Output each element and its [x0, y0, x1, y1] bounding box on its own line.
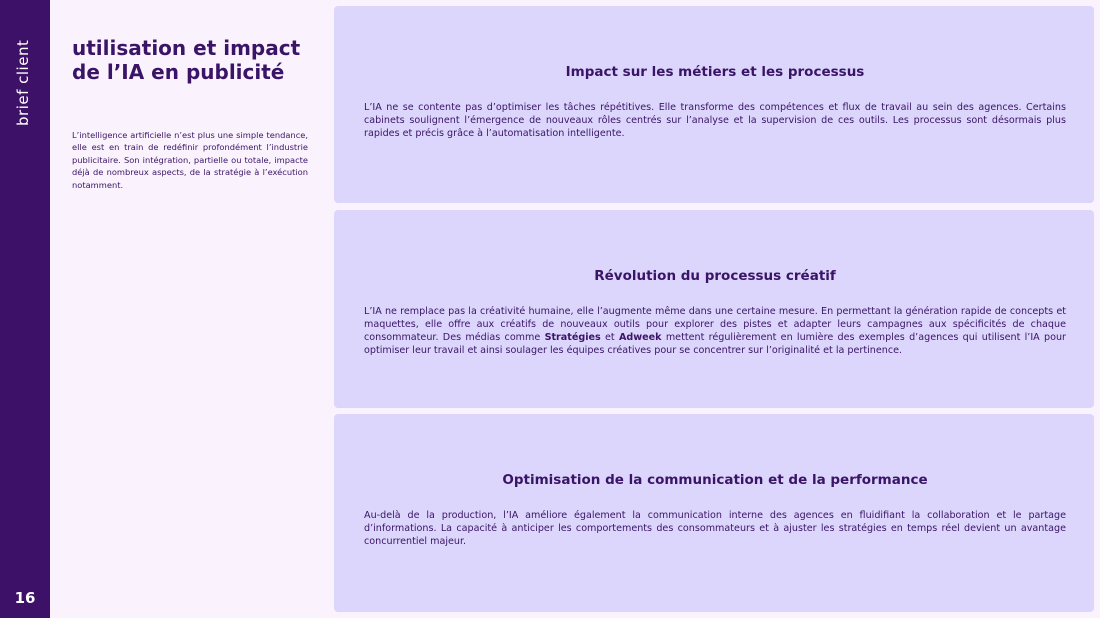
intro-section — [72, 36, 308, 191]
sidebar — [0, 0, 50, 618]
media-name-strategies: Stratégies — [544, 332, 601, 343]
card-text-segment: et — [600, 332, 619, 343]
card-title: Révolution du processus créatif — [594, 268, 836, 284]
page-title — [72, 36, 308, 84]
card-optimisation-communication — [334, 414, 1094, 612]
card-paragraph: L’IA ne se contente pas d’optimiser les tâches répétitives. Elle transforme des compétences et flux de travail au sein des agences. Certains cabinets soulignent l’émergence de nouveaux rôles centrés sur l’analyse et la supervision de ces outils. Les processus sont désormais plus rapides et précis grâce à l’automatisation intelligente. — [364, 102, 1066, 139]
card-title: Optimisation de la communication et de la performance — [502, 472, 928, 488]
media-name-adweek: Adweek — [618, 332, 662, 343]
card-paragraph: Au-delà de la production, l’IA améliore également la communication interne des agences en fluidifiant la collaboration et le partage d’informations. La capacité à anticiper les comportements des consommateurs et à ajuster les stratégies en temps réel devient un avantage concurrentiel majeur. — [364, 510, 1066, 547]
page-number: 16 — [14, 589, 36, 607]
card-text-segment: L’IA ne remplace pas la créativité humaine, elle l’augmente même dans une certaine mesure. En permettant la génération rapide de concepts et maquettes, elle offre aux créatifs de nouveaux outils pour explorer des pistes et adapter leurs campagnes aux spécificités de chaque consommateur. Des médias comme — [364, 306, 1066, 343]
intro-paragraph: L’intelligence artificielle n’est plus une simple tendance, elle est en train de redéfinir profondément l’industrie publicitaire. Son intégration, partielle ou totale, impacte déjà de nombreux aspects, de la stratégie à l’exécution notamment. — [72, 130, 308, 190]
page-title-line-1: utilisation et impact — [72, 36, 301, 60]
card-revolution-creative — [334, 210, 1094, 408]
card-impact-metiers — [334, 6, 1094, 203]
page-title-line-2: de l’IA en publicité — [72, 60, 285, 84]
card-text-segment: mettent régulièrement en lumière des exemples d’agences qui utilisent l’IA pour optimiser leur travail et ainsi soulager les équipes créatives pour se concentrer sur l’originalité et la pertinence. — [364, 332, 1066, 356]
sidebar-label: brief client — [14, 39, 32, 126]
card-title: Impact sur les métiers et les processus — [565, 64, 865, 80]
card-paragraph — [364, 305, 1066, 357]
